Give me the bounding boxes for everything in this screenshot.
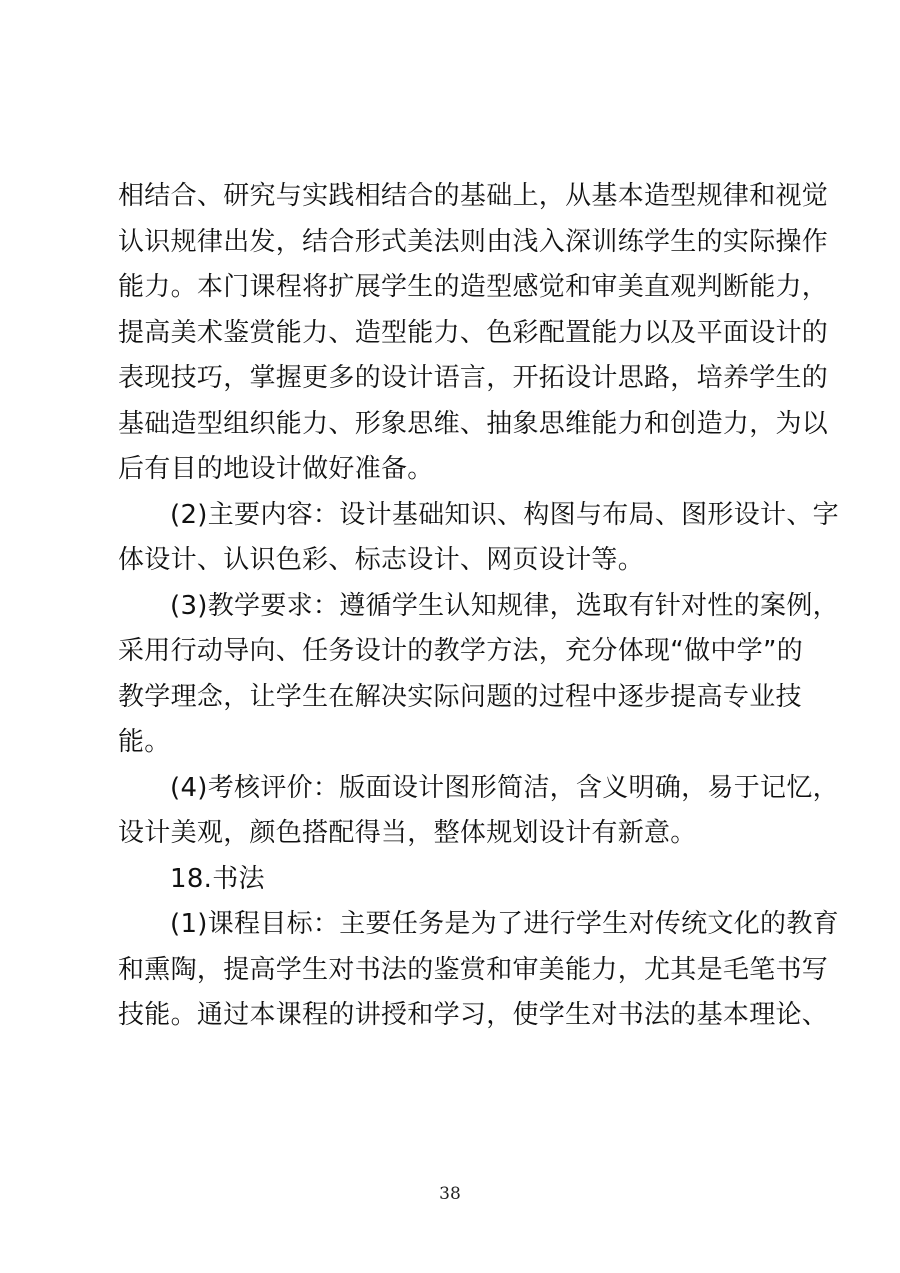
text-line: 技能。通过本课程的讲授和学习，使学生对书法的基本理论、 xyxy=(118,1000,829,1030)
paragraph-start-line: (3)教学要求：遵循学生认知规律，选取有针对性的案例， xyxy=(170,590,839,621)
section-heading: 18.书法 xyxy=(170,863,265,894)
text-line: 教学理念，让学生在解决实际问题的过程中逐步提高专业技 xyxy=(118,681,802,712)
text-line: 相结合、研究与实践相结合的基础上，从基本造型规律和视觉 xyxy=(118,181,829,211)
text-line: 采用行动导向、任务设计的教学方法，充分体现“做中学”的 xyxy=(118,636,804,666)
text-line: 表现技巧，掌握更多的设计语言，开拓设计思路，培养学生的 xyxy=(118,363,829,393)
text-line: 和熏陶，提高学生对书法的鉴赏和审美能力，尤其是毛笔书写 xyxy=(118,954,829,985)
text-line: 能力。本门课程将扩展学生的造型感觉和审美直观判断能力， xyxy=(118,272,829,302)
text-line: 设计美观，颜色搭配得当，整体规划设计有新意。 xyxy=(118,818,697,848)
body-text xyxy=(118,174,839,1039)
paragraph-start-line: (1)课程目标：主要任务是为了进行学生对传统文化的教育 xyxy=(170,909,839,939)
text-line: 认识规律出发，结合形式美法则由浅入深训练学生的实际操作 xyxy=(118,226,829,257)
page-number: 38 xyxy=(439,1184,461,1204)
text-line: 提高美术鉴赏能力、造型能力、色彩配置能力以及平面设计的 xyxy=(118,317,829,348)
text-line: 体设计、认识色彩、标志设计、网页设计等。 xyxy=(118,545,645,575)
text-line: 基础造型组织能力、形象思维、抽象思维能力和创造力，为以 xyxy=(118,408,829,439)
paragraph-start-line: (2)主要内容：设计基础知识、构图与布局、图形设计、字 xyxy=(170,499,839,530)
text-line: 能。 xyxy=(118,727,171,757)
text-line: 后有目的地设计做好准备。 xyxy=(118,454,434,484)
paragraph-start-line: (4)考核评价：版面设计图形简洁，含义明确，易于记忆， xyxy=(170,772,839,803)
